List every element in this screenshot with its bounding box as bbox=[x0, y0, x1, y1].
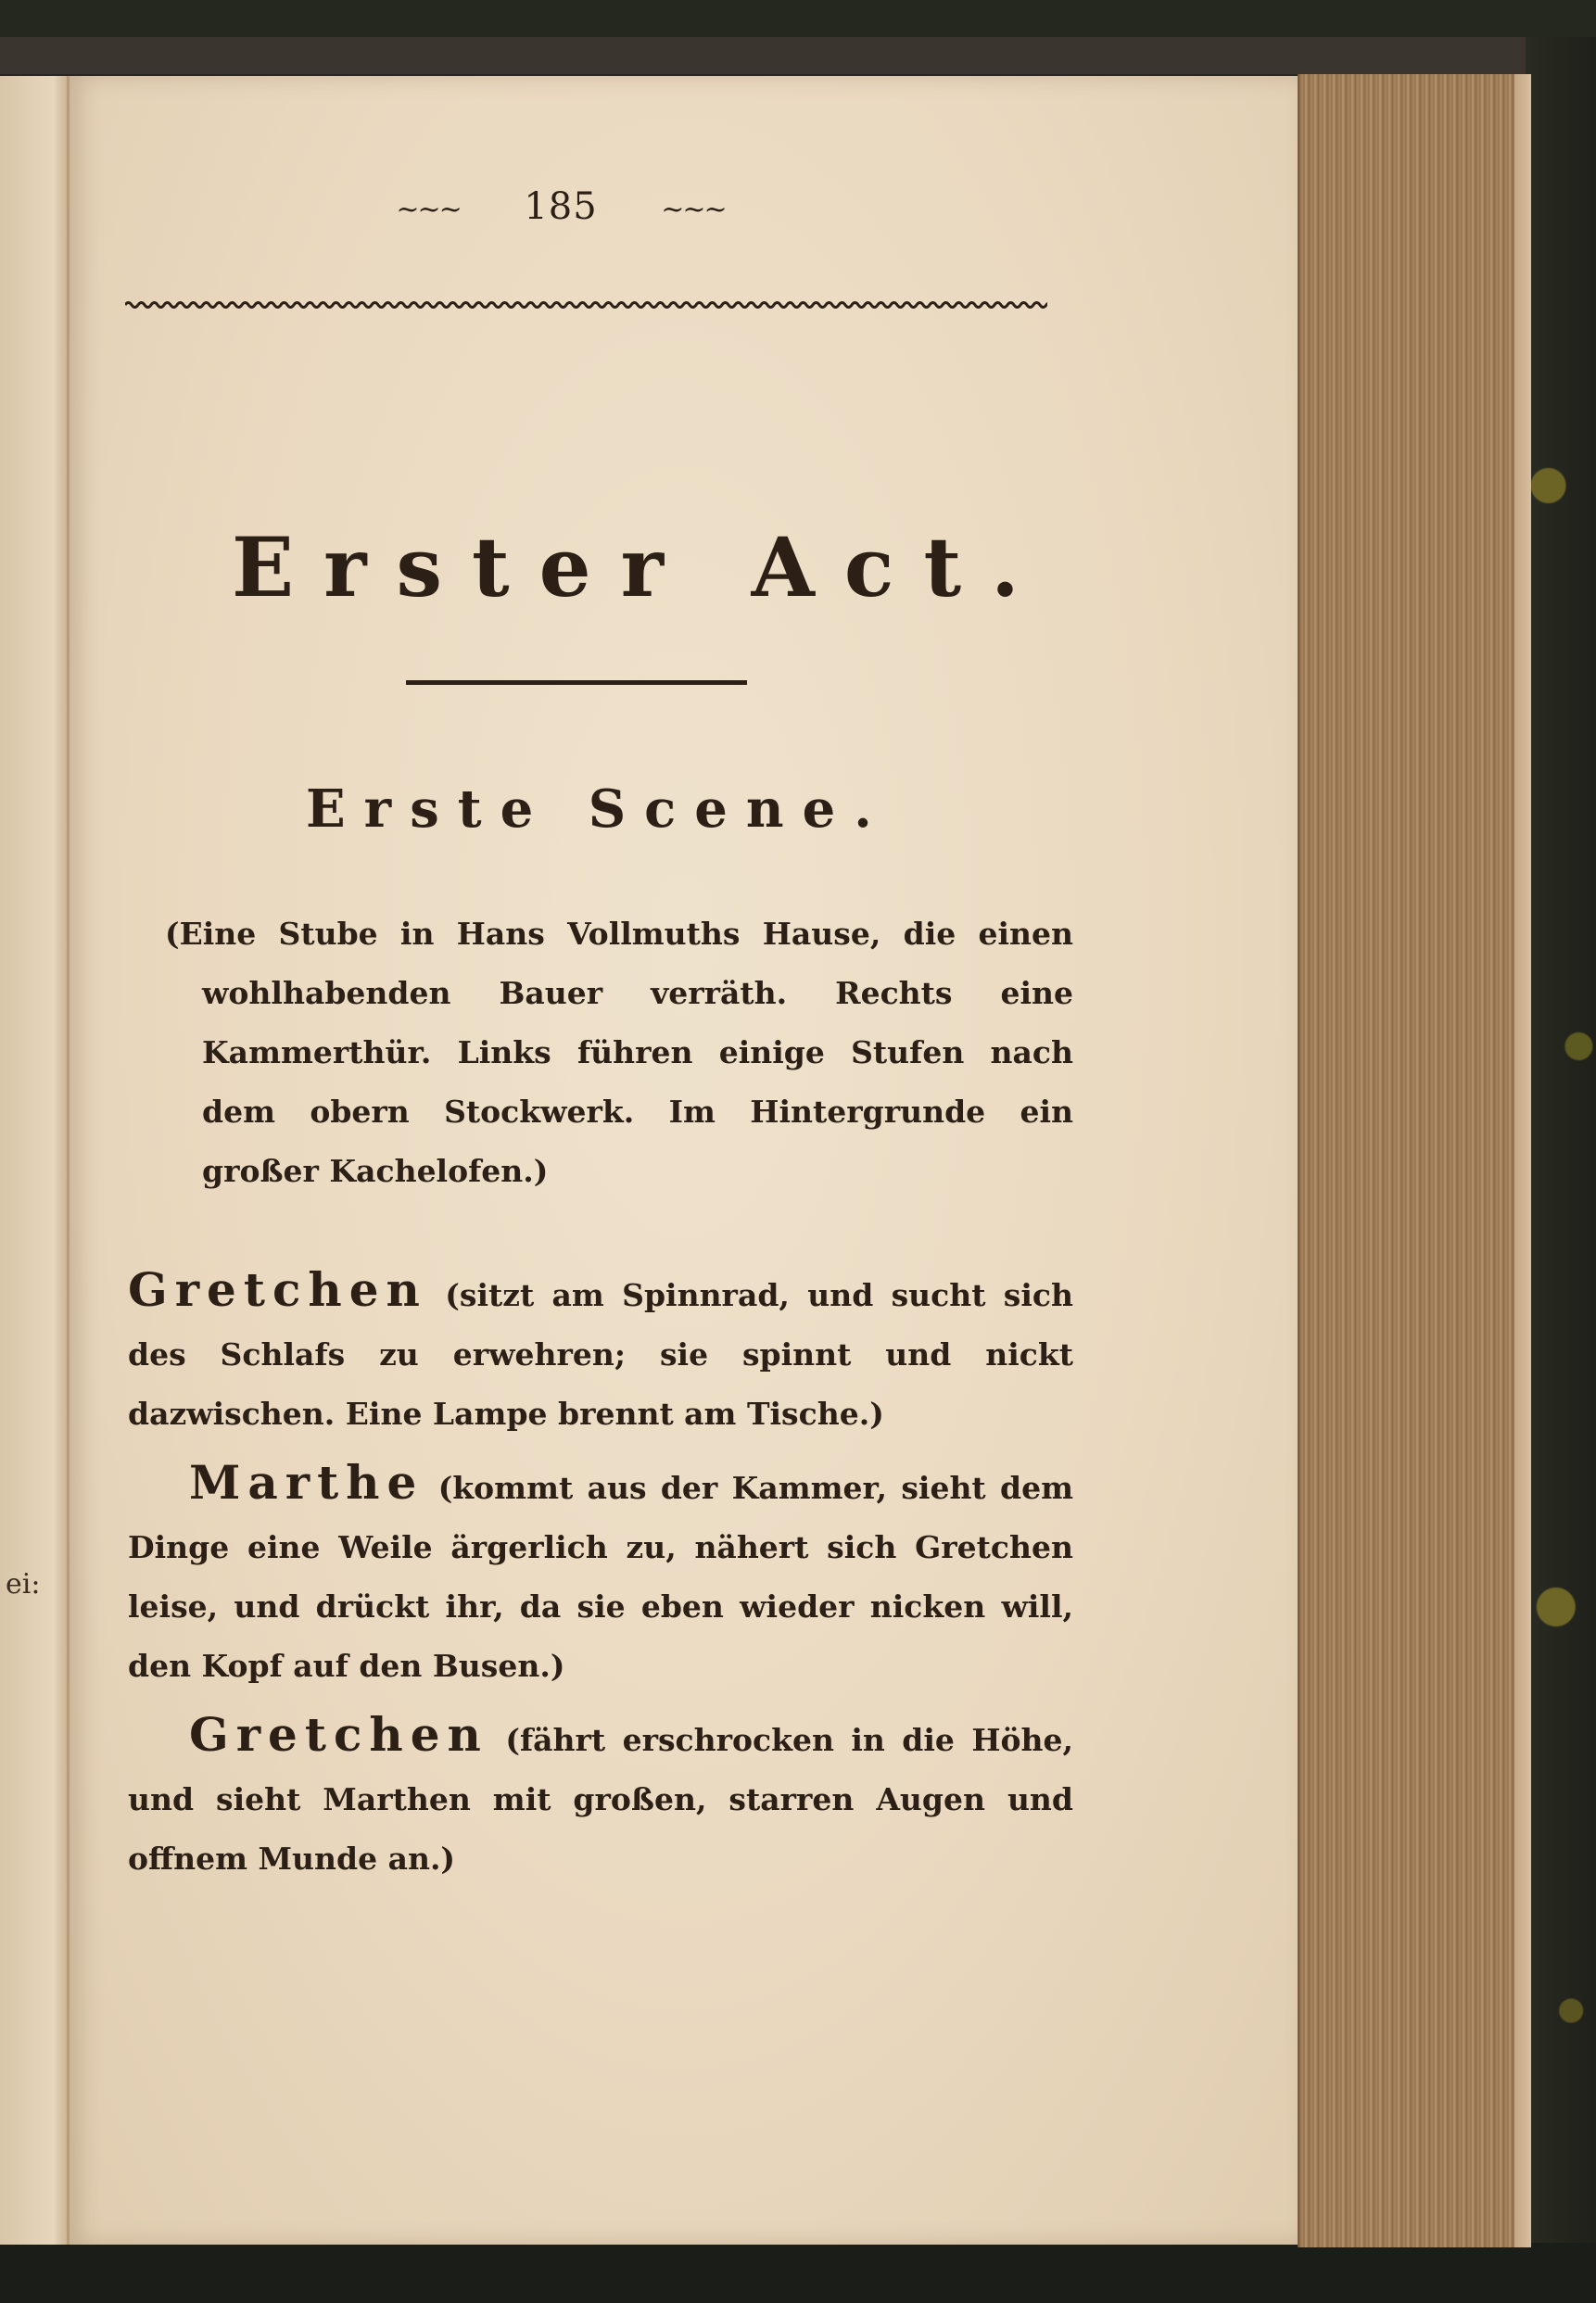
book-cover-top-edge bbox=[0, 37, 1557, 76]
ornament-right: ~~~ bbox=[661, 193, 726, 226]
previous-page-edge bbox=[0, 76, 70, 2245]
speaker-name: Gretchen bbox=[128, 1262, 427, 1317]
scene-title: Erste Scene. bbox=[306, 778, 891, 840]
act-title: Erster Act. bbox=[232, 519, 1049, 615]
stage-direction: (Eine Stube in Hans Vollmuths Hause, die einen wohlhabenden Bauer verräth. Rechts eine Kammerthür. Links führen einige Stufen nach dem obern Stockwerk. Im Hintergrunde ein großer Kachelofen.) bbox=[165, 916, 1073, 1189]
previous-page-text-fragment: ei: bbox=[6, 1568, 41, 1601]
speaker-direction: (sitzt am Spinnrad, und sucht sich des Schlafs zu erwehren; sie spinnt und nickt dazwischen. Eine Lampe brennt am Tische.) bbox=[128, 1277, 1073, 1432]
speaker-direction: (kommt aus der Kammer, sieht dem Dinge eine Weile ärgerlich zu, nähert sich Gretchen leise, und drückt ihr, da sie eben wieder nicken will, den Kopf auf den Busen.) bbox=[128, 1470, 1073, 1684]
dialogue-line bbox=[128, 1260, 1073, 1444]
speaker-name: Marthe bbox=[189, 1455, 424, 1510]
speaker-direction: (fährt erschrocken in die Höhe, und sieht Marthen mit großen, starren Augen und offnem Munde an.) bbox=[128, 1722, 1073, 1877]
ornament-left: ~~~ bbox=[396, 193, 461, 226]
page-block-fore-edge bbox=[1298, 74, 1531, 2247]
book-cover-bottom-edge bbox=[0, 2243, 1596, 2303]
title-rule bbox=[406, 680, 747, 685]
speaker-name: Gretchen bbox=[189, 1707, 488, 1762]
dialogue-line bbox=[128, 1705, 1073, 1889]
page-number: 185 bbox=[524, 185, 598, 228]
dialogue-line bbox=[128, 1453, 1073, 1696]
marbled-cover-edge bbox=[1520, 37, 1596, 2280]
running-head bbox=[70, 185, 1052, 228]
wavy-rule-divider bbox=[125, 295, 1047, 315]
